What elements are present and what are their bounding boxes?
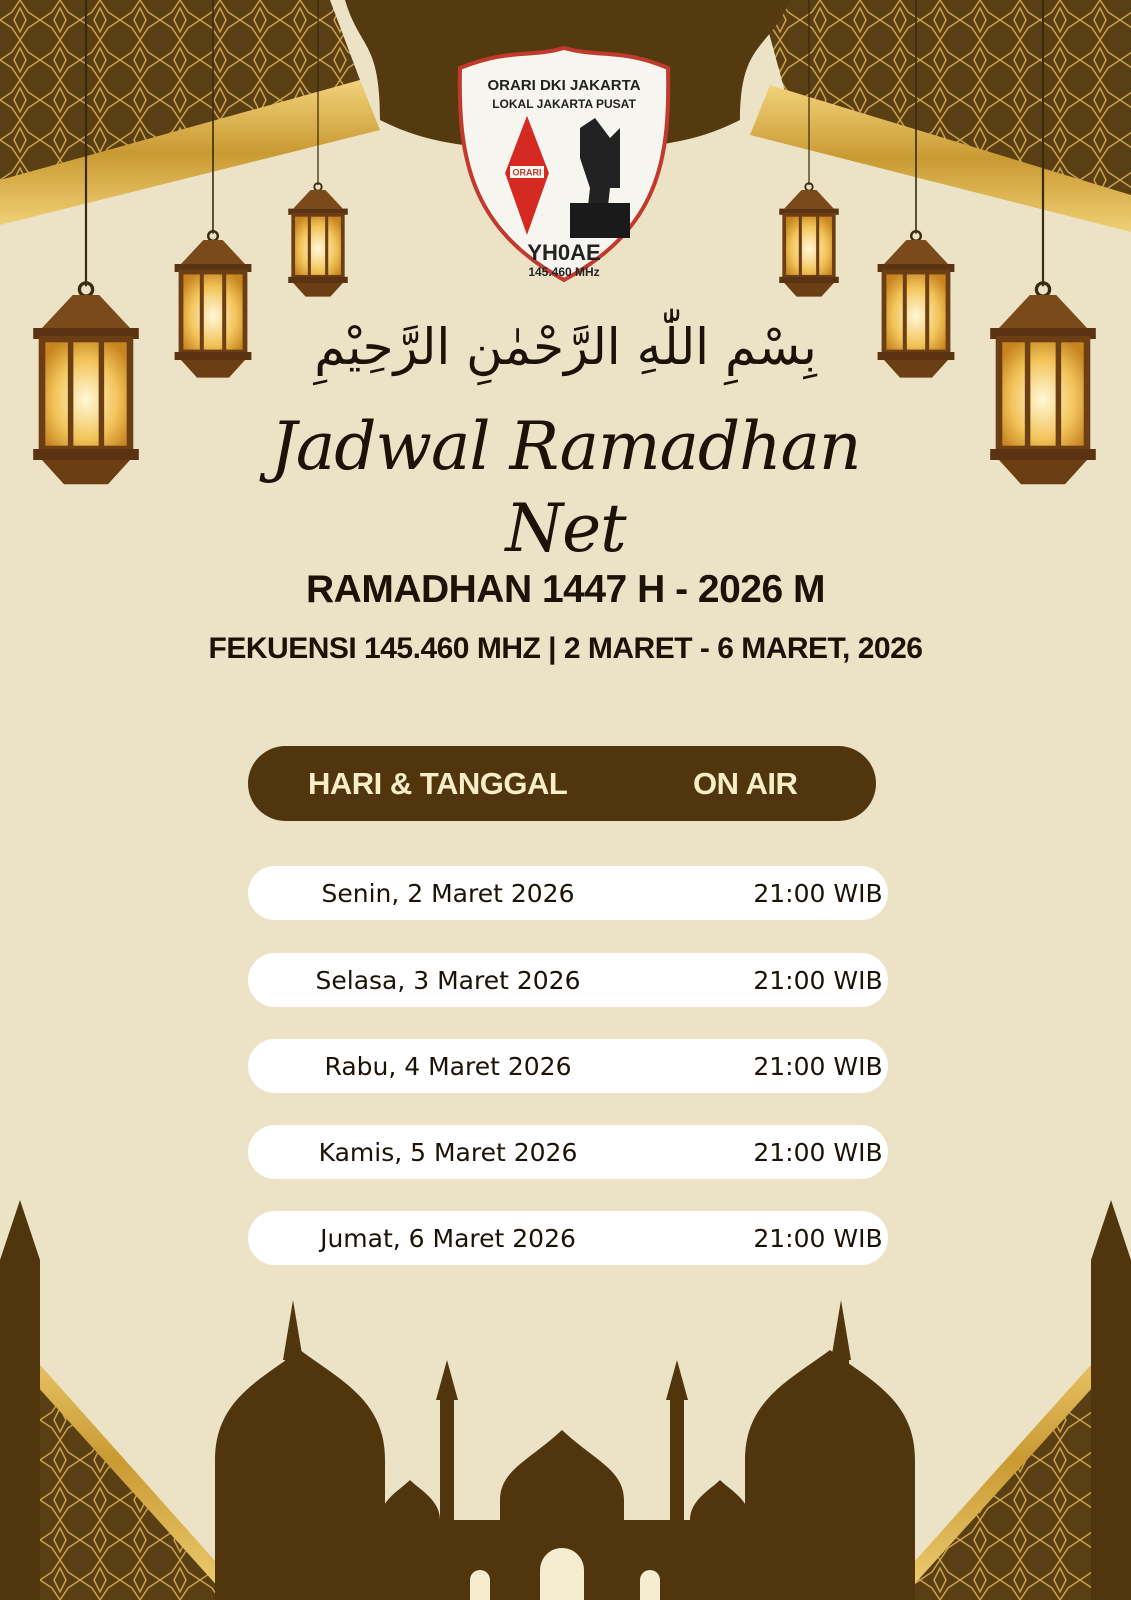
schedule-row xyxy=(248,1039,888,1093)
row-date: Senin, 2 Maret 2026 xyxy=(321,879,575,908)
schedule-row xyxy=(248,1211,888,1265)
logo-line2: LOKAL JAKARTA PUSAT xyxy=(492,97,636,111)
row-time: 21:00 WIB xyxy=(753,1052,883,1081)
row-date: Selasa, 3 Maret 2026 xyxy=(315,966,581,995)
row-date: Kamis, 5 Maret 2026 xyxy=(318,1138,578,1167)
title-line2: Net xyxy=(505,490,626,567)
row-time: 21:00 WIB xyxy=(753,966,883,995)
schedule-row xyxy=(248,1125,888,1179)
frequency-date-info: FEKUENSI 145.460 MHZ | 2 MARET - 6 MARET, 2026 xyxy=(208,632,923,665)
logo-frequency: 145.460 MHz xyxy=(528,265,600,279)
shield-emblem xyxy=(450,38,678,286)
title-line1: Jadwal Ramadhan xyxy=(270,408,861,485)
row-time: 21:00 WIB xyxy=(753,879,883,908)
schedule-row xyxy=(248,866,888,920)
row-date: Jumat, 6 Maret 2026 xyxy=(320,1224,576,1253)
header-on-air: ON AIR xyxy=(693,766,798,801)
subtitle: RAMADHAN 1447 H - 2026 M xyxy=(306,568,825,611)
schedule-header xyxy=(248,746,876,821)
logo-callsign: YH0AE xyxy=(527,240,601,265)
row-time: 21:00 WIB xyxy=(753,1224,883,1253)
schedule-row xyxy=(248,953,888,1007)
logo-badge: ORARI xyxy=(512,167,542,178)
row-date: Rabu, 4 Maret 2026 xyxy=(324,1052,572,1081)
row-time: 21:00 WIB xyxy=(753,1138,883,1167)
logo-line1: ORARI DKI JAKARTA xyxy=(487,77,641,94)
header-date: HARI & TANGGAL xyxy=(308,766,568,801)
orari-logo xyxy=(450,38,678,286)
bismillah: بِسْمِ اللّٰهِ الرَّحْمٰنِ الرَّحِيْمِ xyxy=(314,318,817,376)
